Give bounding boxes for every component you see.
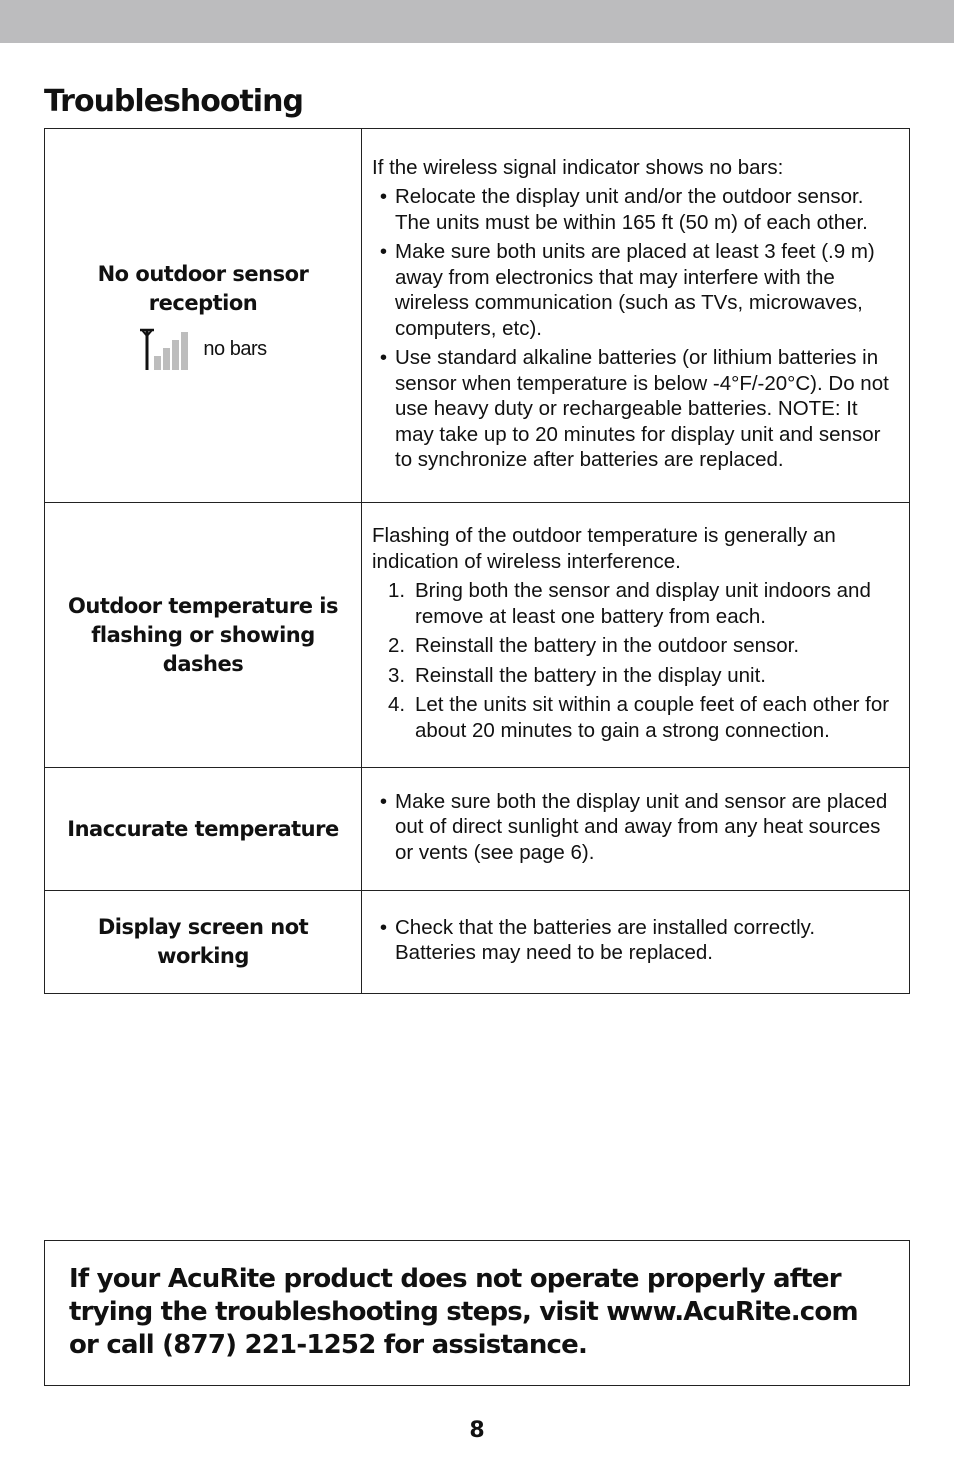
solution-cell xyxy=(362,768,910,891)
issue-label: Inaccurate temperature xyxy=(67,816,339,841)
list-item xyxy=(372,915,901,966)
signal-indicator xyxy=(59,328,347,372)
list-item-text: Make sure both the display unit and sensor are placed out of direct sunlight and away from any heat sources or vents (see page 6). xyxy=(395,789,888,864)
solution-cell xyxy=(362,129,910,503)
list-item-text: Check that the batteries are installed correctly. Batteries may need to be replaced. xyxy=(395,915,816,964)
solution-cell xyxy=(362,503,910,768)
issue-cell xyxy=(45,503,362,768)
signal-no-bars-icon xyxy=(139,328,193,372)
list-item xyxy=(372,692,901,743)
step-number: 1. xyxy=(388,579,406,602)
table-row xyxy=(45,768,910,891)
bullet-icon: • xyxy=(379,240,388,263)
list-item-text: Reinstall the battery in the display unit. xyxy=(415,663,766,687)
bullet-icon: • xyxy=(379,185,388,208)
issue-label: Outdoor temperature is flashing or showing dashes xyxy=(68,593,338,676)
step-number: 4. xyxy=(388,693,406,716)
help-text: If your AcuRite product does not operate properly after trying the troubleshooting steps, visit www.AcuRite.com or call (877) 221-1252 for assistance. xyxy=(69,1264,858,1360)
list-item xyxy=(372,345,901,473)
list-item-text: Use standard alkaline batteries (or lithium batteries in sensor when temperature is below -4°F/-20°C). Do not use heavy duty or rechargeable batteries. NOTE: It may take up to 20 minutes for display unit and sensor to synchronize after batteries are replaced. xyxy=(395,346,889,471)
issue-label: Display screen not working xyxy=(97,915,309,968)
step-number: 2. xyxy=(388,634,406,657)
table-row xyxy=(45,503,910,768)
list-item xyxy=(372,578,901,629)
table-row xyxy=(45,891,910,994)
page-number: 8 xyxy=(469,1418,485,1443)
list-item xyxy=(372,663,901,689)
issue-label: No outdoor sensor reception xyxy=(97,261,309,315)
solution-intro: Flashing of the outdoor temperature is generally an indication of wireless interference. xyxy=(372,524,836,573)
list-item xyxy=(372,184,901,235)
list-item-text: Reinstall the battery in the outdoor sensor. xyxy=(415,634,800,657)
step-number: 3. xyxy=(388,663,406,687)
troubleshooting-table xyxy=(44,128,910,994)
bullet-icon: • xyxy=(379,915,388,939)
bullet-icon: • xyxy=(379,346,388,369)
list-item xyxy=(372,789,901,866)
list-item-text: Relocate the display unit and/or the outdoor sensor. The units must be within 165 ft (50 m) of each other. xyxy=(395,185,868,234)
solution-intro: If the wireless signal indicator shows no bars: xyxy=(372,155,784,179)
help-box xyxy=(44,1240,910,1386)
list-item xyxy=(372,239,901,341)
issue-cell xyxy=(45,129,362,503)
solution-cell xyxy=(362,891,910,994)
list-item xyxy=(372,633,901,659)
page-title: Troubleshooting xyxy=(44,84,303,119)
list-item-text: Make sure both units are placed at least 3 feet (.9 m) away from electronics that may interfere with the wireless communication (such as TVs, microwaves, computers, etc). xyxy=(395,240,875,340)
top-bar xyxy=(0,0,954,43)
table-row xyxy=(45,129,910,503)
bullet-icon: • xyxy=(379,789,388,813)
list-item-text: Bring both the sensor and display unit indoors and remove at least one battery from each. xyxy=(415,579,871,628)
signal-label: no bars xyxy=(203,338,267,360)
issue-cell xyxy=(45,768,362,891)
issue-cell xyxy=(45,891,362,994)
list-item-text: Let the units sit within a couple feet of each other for about 20 minutes to gain a strong connection. xyxy=(415,693,890,742)
